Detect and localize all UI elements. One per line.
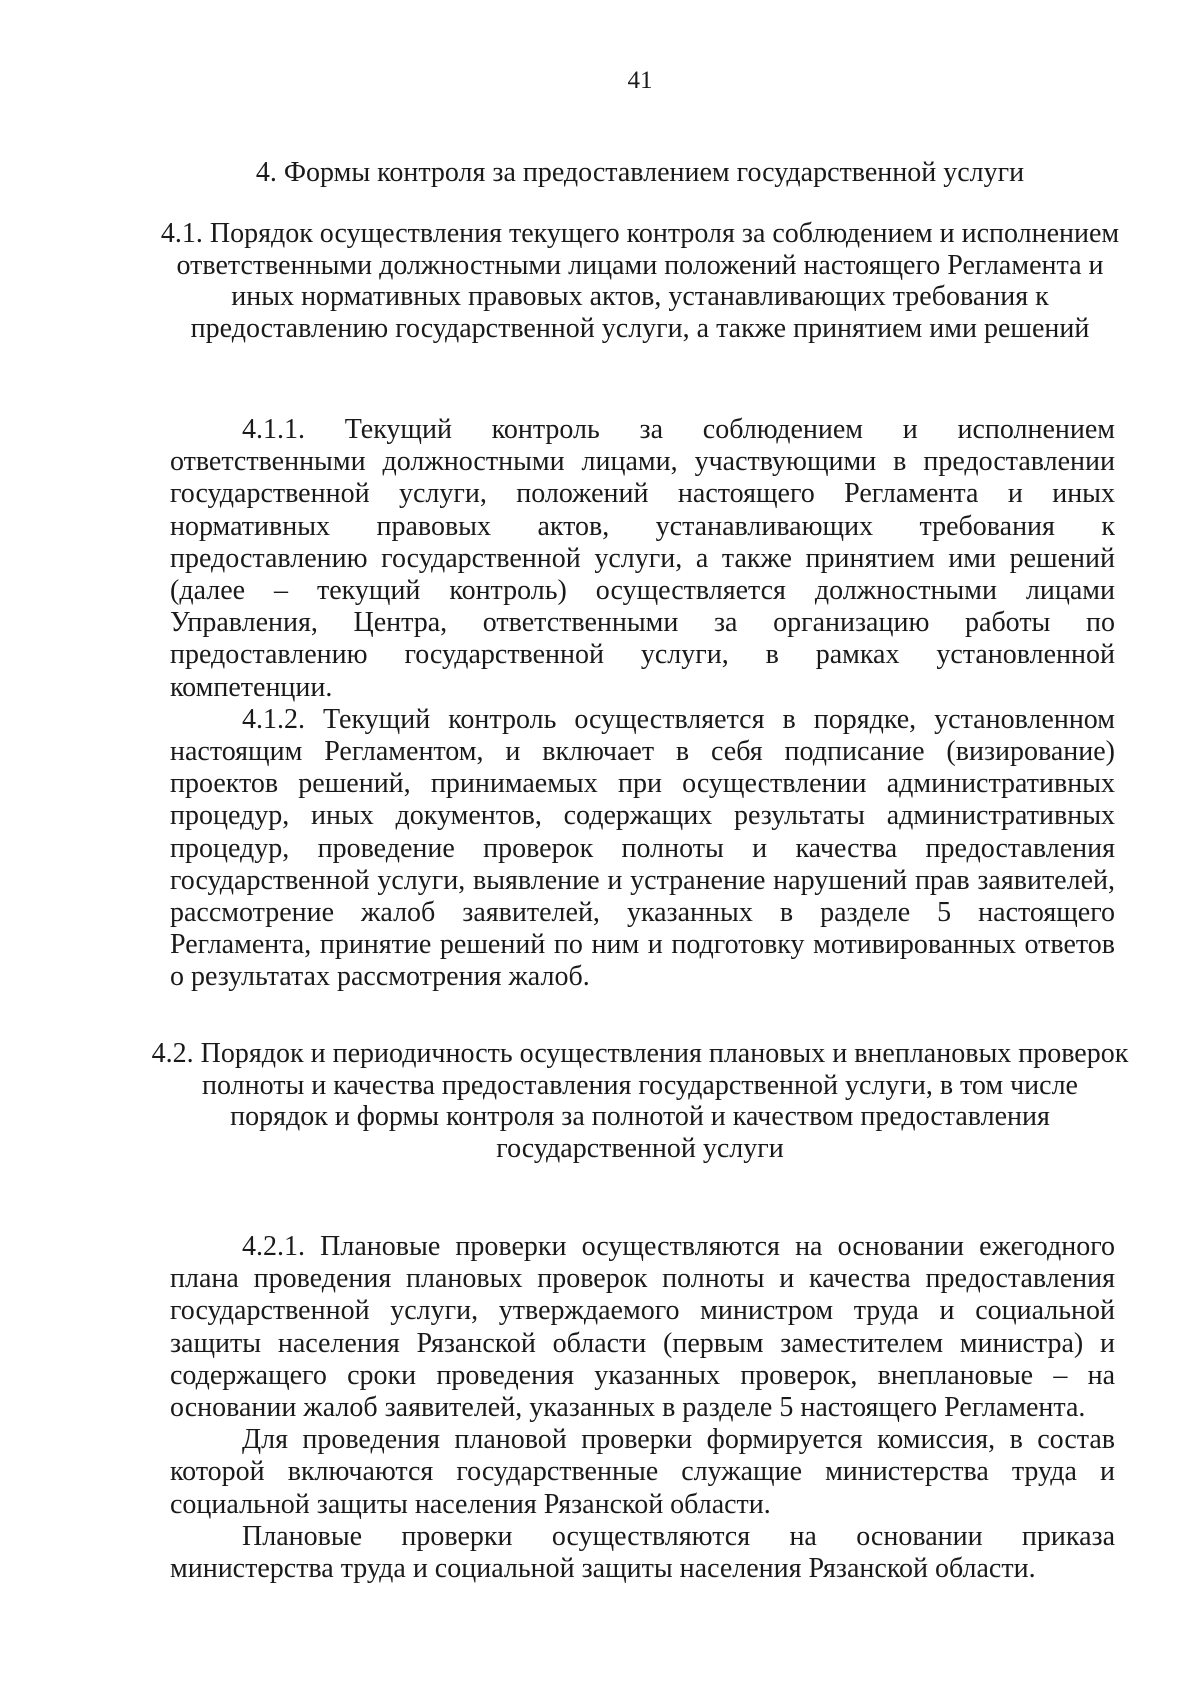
subsection-title-4-1: 4.1. Порядок осуществления текущего контроля за соблюдением и исполнением ответственными должностными лицами положений настоящего Регламента и иных нормативных правовых актов, устанавливающих требования к предоставлению государственной услуги, а также принятием ими решений [160,218,1120,344]
paragraph-4-1-1: 4.1.1. Текущий контроль за соблюдением и исполнением ответственными должностными лицами, участвующими в предоставлении государственной услуги, положений настоящего Регламента и иных нормативных правовых актов, устанавливающих требования к предоставлению государственной услуги, а также принятием ими решений (далее – текущий контроль) осуществляется должностными лицами Управления, Центра, ответственными за организацию работы по предоставлению государственной услуги, в рамках установленной компетенции. [170,414,1115,703]
paragraph-4-2-1: 4.2.1. Плановые проверки осуществляются на основании ежегодного плана проведения плановых проверок полноты и качества предоставления государственной услуги, утверждаемого министром труда и социальной защиты населения Рязанской области (первым заместителем министра) и содержащего сроки проведения указанных проверок, внеплановые – на основании жалоб заявителей, указанных в разделе 5 настоящего Регламента. [170,1231,1115,1424]
section-title: 4. Формы контроля за предоставлением государственной услуги [255,157,1025,188]
paragraph-commission: Для проведения плановой проверки формируется комиссия, в состав которой включаются государственные служащие министерства труда и социальной защиты населения Рязанской области. [170,1424,1115,1520]
subsection-body-4-2 [170,1231,1115,1585]
paragraph-planned-order: Плановые проверки осуществляются на основании приказа министерства труда и социальной защиты населения Рязанской области. [170,1520,1115,1585]
paragraph-4-1-2: 4.1.2. Текущий контроль осуществляется в порядке, установленном настоящим Регламентом, и включает в себя подписание (визирование) проектов решений, принимаемых при осуществлении административных процедур, иных документов, содержащих результаты административных процедур, проведение проверок полноты и качества предоставления государственной услуги, выявление и устранение нарушений прав заявителей, рассмотрение жалоб заявителей, указанных в разделе 5 настоящего Регламента, принятие решений по ним и подготовку мотивированных ответов о результатах рассмотрения жалоб. [170,703,1115,993]
page-number: 41 [627,67,653,94]
subsection-body-4-1 [170,414,1115,994]
subsection-title-4-2: 4.2. Порядок и периодичность осуществления плановых и внеплановых проверок полноты и качества предоставления государственной услуги, в том числе порядок и формы контроля за полнотой и качеством предоставления государственной услуги [151,1038,1129,1164]
